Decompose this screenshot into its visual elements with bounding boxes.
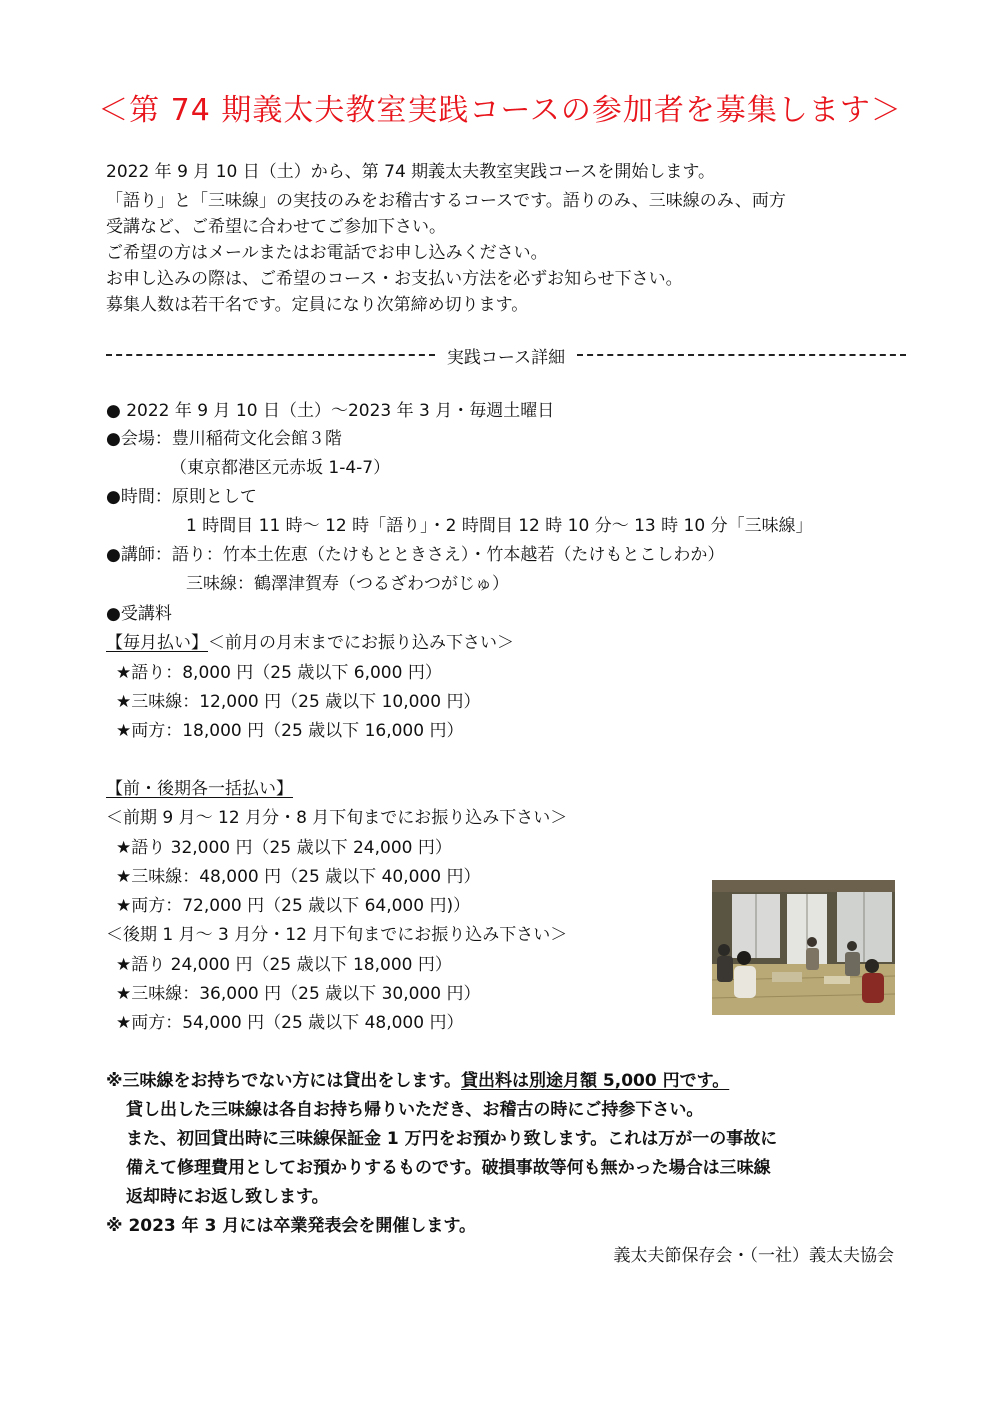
first-term-note: ＜前期 9 月～ 12 月分・8 月下旬までにお振り込み下さい＞ <box>106 808 568 828</box>
intro-line: 募集人数は若干名です。定員になり次第締め切ります。 <box>106 295 529 315</box>
detail-instructors: ●講師：語り：竹本土佐恵（たけもとときさえ）・竹本越若（たけもとこしわか） <box>106 545 725 565</box>
detail-fee-heading: ●受講料 <box>106 604 172 624</box>
section-heading: 実践コース詳細 <box>446 347 566 368</box>
recital-note: ※ 2023 年 3 月には卒業発表会を開催します。 <box>106 1216 476 1236</box>
detail-instructor-shamisen: 三味線：鶴澤津賀寿（つるざわつがじゅ） <box>186 574 509 594</box>
rental-fee: 貸出料は別途月額 5,000 円です。 <box>461 1071 730 1091</box>
detail-time: ●時間：原則として <box>106 487 257 507</box>
rental-note: ※三味線をお持ちでない方には貸出をします。 <box>106 1071 461 1091</box>
rental-line: 備えて修理費用としてお預かりするものです。破損事故等何も無かった場合は三味線 <box>126 1158 771 1178</box>
intro-line: 受講など、ご希望に合わせてご参加下さい。 <box>106 217 446 237</box>
detail-time-slots: 1 時間目 11 時～ 12 時「語り」・2 時間目 12 時 10 分～ 13 時 10 分「三味線」 <box>186 516 813 536</box>
fee-item: ★両方：72,000 円（25 歳以下 64,000 円)） <box>116 896 471 916</box>
classroom-photo <box>712 880 895 1015</box>
intro-line: 2022 年 9 月 10 日（土）から、第 74 期義太夫教室実践コースを開始します。 <box>106 162 715 182</box>
monthly-note: ＜前月の月末までにお振り込み下さい＞ <box>208 633 514 653</box>
fee-item: ★両方：18,000 円（25 歳以下 16,000 円） <box>116 721 464 741</box>
organizer-footer: 義太夫節保存会・（一社）義太夫協会 <box>613 1246 894 1266</box>
rental-line: 貸し出した三味線は各自お持ち帰りいただき、お稽古の時にご持参下さい。 <box>126 1100 704 1120</box>
rental-line: また、初回貸出時に三味線保証金 1 万円をお預かり致します。これは万が一の事故に <box>126 1129 778 1149</box>
page-title: ＜第 74 期義太夫教室実践コースの参加者を募集します＞ <box>98 93 902 128</box>
intro-line: 「語り」と「三味線」の実技のみをお稽古するコースです。語りのみ、三味線のみ、両方 <box>106 191 786 211</box>
divider-dash-right <box>577 354 906 356</box>
fee-item: ★両方：54,000 円（25 歳以下 48,000 円） <box>116 1013 464 1033</box>
intro-line: お申し込みの際は、ご希望のコース・お支払い方法を必ずお知らせ下さい。 <box>106 269 683 289</box>
monthly-payment-row <box>106 632 514 654</box>
detail-period: ● 2022 年 9 月 10 日（土）～2023 年 3 月・毎週土曜日 <box>106 401 555 421</box>
second-term-note: ＜後期 1 月～ 3 月分・12 月下旬までにお振り込み下さい＞ <box>106 925 568 945</box>
fee-item: ★三味線：12,000 円（25 歳以下 10,000 円） <box>116 692 481 712</box>
intro-line: ご希望の方はメールまたはお電話でお申し込みください。 <box>106 243 548 263</box>
fee-item: ★語り 24,000 円（25 歳以下 18,000 円） <box>116 955 452 975</box>
fee-item: ★三味線：48,000 円（25 歳以下 40,000 円） <box>116 867 481 887</box>
detail-venue-address: （東京都港区元赤坂 1-4-7） <box>170 458 391 478</box>
fee-item: ★語り：8,000 円（25 歳以下 6,000 円） <box>116 663 442 683</box>
fee-item: ★語り 32,000 円（25 歳以下 24,000 円） <box>116 838 452 858</box>
detail-venue: ●会場：豊川稲荷文化会館３階 <box>106 429 342 449</box>
rental-note-row <box>106 1070 729 1092</box>
section-divider <box>106 344 906 366</box>
fee-item: ★三味線：36,000 円（25 歳以下 30,000 円） <box>116 984 481 1004</box>
divider-dash-left <box>106 354 435 356</box>
classroom-photo-image <box>712 880 895 1015</box>
rental-line: 返却時にお返し致します。 <box>126 1187 329 1207</box>
monthly-heading: 【毎月払い】 <box>106 633 208 653</box>
lump-heading: 【前・後期各一括払い】 <box>106 779 293 799</box>
